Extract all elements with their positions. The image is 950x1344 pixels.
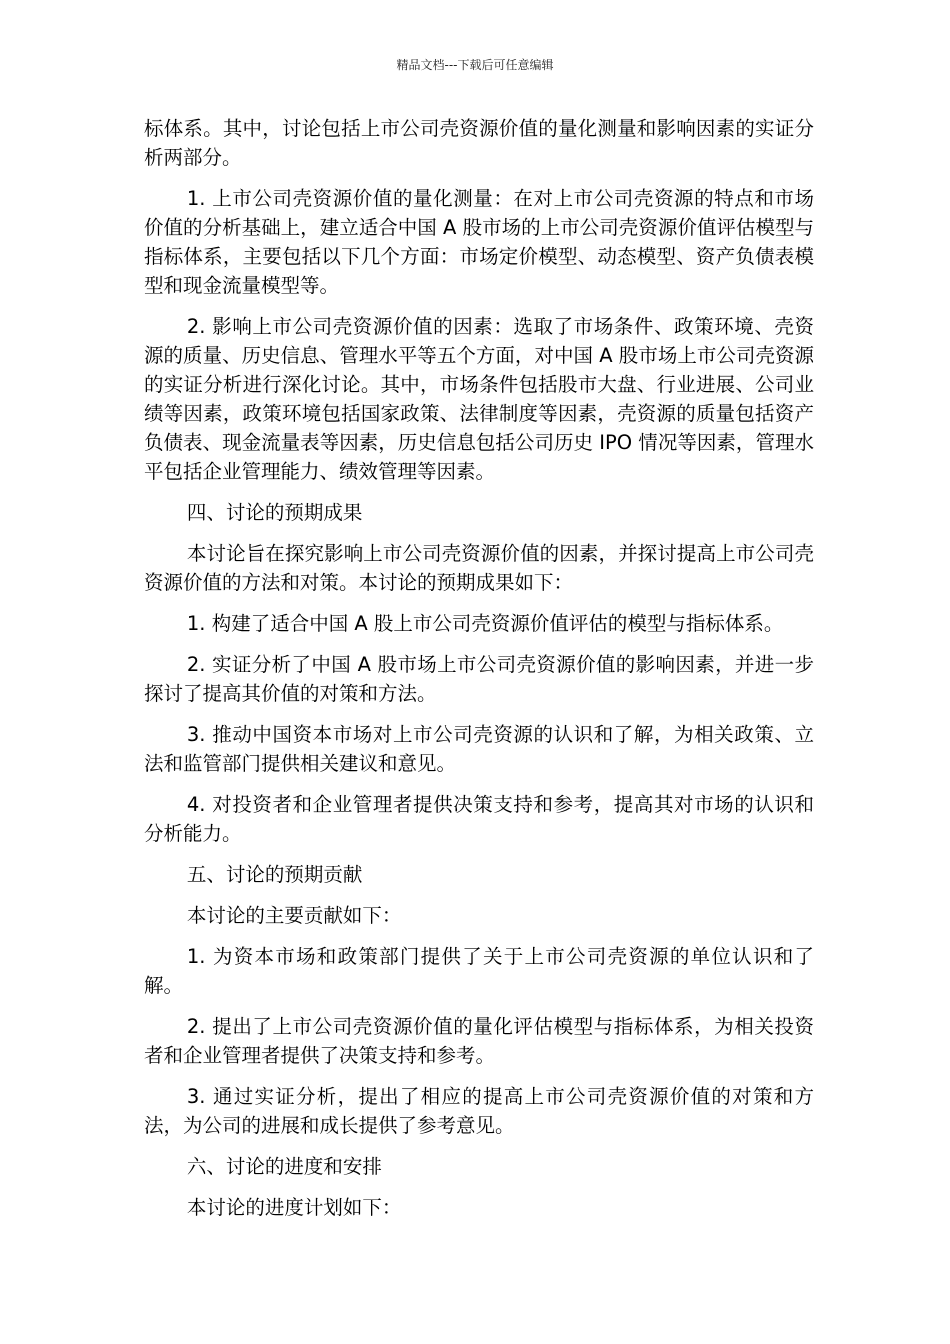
paragraph-expected-results-intro: 本讨论旨在探究影响上市公司壳资源价值的因素，并探讨提高上市公司壳资源价值的方法和对策。本讨论的预期成果如下： [144,542,814,594]
paragraph-contribution-3: 3. 通过实证分析，提出了相应的提高上市公司壳资源价值的对策和方法，为公司的进展和成长提供了参考意见。 [144,1085,814,1137]
paragraph-schedule-intro: 本讨论的进度计划如下： [186,1196,402,1219]
paragraph-result-3: 3. 推动中国资本市场对上市公司壳资源的认识和了解，为相关政策、立法和监管部门提供相关建议和意见。 [144,723,814,775]
paragraph-item-2-influencing-factors: 2. 影响上市公司壳资源价值的因素：选取了市场条件、政策环境、壳资源的质量、历史信息、管理水平等五个方面，对中国 A 股市场上市公司壳资源的实证分析进行深化讨论。其中，市场条件包括股市大盘、行业进展、公司业绩等因素，政策环境包括国家政策、法律制度等因素，壳资源的质量包括资产负债表、现金流量表等因素，历史信息包括公司历史 IPO 情况等因素，管理水平包括企业管理能力、绩效管理等因素。 [144,315,814,483]
paragraph-result-1: 1. 构建了适合中国 A 股上市公司壳资源价值评估的模型与指标体系。 [186,612,784,635]
paragraph-result-4: 4. 对投资者和企业管理者提供决策支持和参考，提高其对市场的认识和分析能力。 [144,793,814,845]
document-body [144,114,814,1234]
section-heading-expected-results: 四、讨论的预期成果 [186,501,363,524]
paragraph-contribution-2: 2. 提出了上市公司壳资源价值的量化评估模型与指标体系，为相关投资者和企业管理者提供了决策支持和参考。 [144,1015,814,1067]
paragraph-continuation: 标体系。其中，讨论包括上市公司壳资源价值的量化测量和影响因素的实证分析两部分。 [144,117,814,169]
paragraph-contributions-intro: 本讨论的主要贡献如下： [186,904,402,927]
section-heading-schedule: 六、讨论的进度和安排 [186,1155,382,1178]
paragraph-contribution-1: 1. 为资本市场和政策部门提供了关于上市公司壳资源的单位认识和了解。 [144,945,814,997]
paragraph-result-2: 2. 实证分析了中国 A 股市场上市公司壳资源价值的影响因素，并进一步探讨了提高其价值的对策和方法。 [144,653,814,705]
paragraph-item-1-quantitative-measurement: 1. 上市公司壳资源价值的量化测量：在对上市公司壳资源的特点和市场价值的分析基础上，建立适合中国 A 股市场的上市公司壳资源价值评估模型与指标体系，主要包括以下几个方面：市场定价模型、动态模型、资产负债表模型和现金流量模型等。 [144,187,814,297]
section-heading-expected-contributions: 五、讨论的预期贡献 [186,863,363,886]
page-header: 精品文档---下载后可任意编辑 [396,58,554,72]
